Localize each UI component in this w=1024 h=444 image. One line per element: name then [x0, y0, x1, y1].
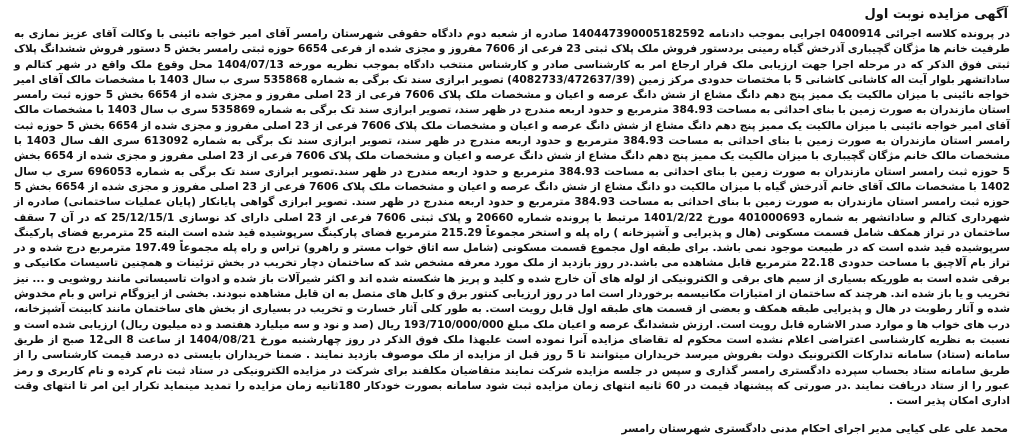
notice-signature: محمد علی علی کیایی مدیر اجرای احکام مدنی دادگستری شهرستان رامسر: [621, 423, 1008, 435]
notice-body: در پرونده کلاسه اجرائی 0400914 اجرایی بموجب دادنامه 140447390005182592 صادره از شعبه دوم دادگاه حقوقی شهرستان رامسر آقای امیر خواجه نائینی با وکالت آقای عزیز نمازی به طرفیت خانم ها مژگان گچیباری آذرخش گیاه رمینی بردستور فروش ملک پلاک ثبتی 23 فرعی از 7606 مفروز و مجزی شده از فرعی 6654 حوزه ثبتی رامسر بخش 5 دستور فروش ششدانگ پلاک ثبتی فوق الذکر که در مرحله اجرا جهت ارزیابی ملک قرار ارجاع امر به کارشناسی صادر و کارشناس منتخب دادگاه بموجب نظریه مورخه 1404/07/13 محل وقوع ملک واقع در شهر کتالم و ساداتشهر بلوار آیت اله کاشانی کاشانی 5 با مختصات حدودی مرکز زمین (4082733/472637/39) تصویر ابرازی سند تک برگی به شماره 535868 سری ب سال 1403 با مشخصات مالک آقای امیر خواجه نائینی با میزان مالکیت یک ممیز پنج دهم دانگ مشاع از شش دانگ عرصه و اعیان و مشخصات ملک پلاک 7606 فرعی از 23 اصلی مفروز و مجزی شده از 6654 بخش 5 حوزه ثبت رامسر استان مازندران به صورت زمین با بنای احداثی به مساحت 384.93 مترمربع و حدود اربعه مندرج در ظهر سند، تصویر ابرازی سند تک برگی به شماره 535869 سری ب سال 1403 با مشخصات مالک آقای امیر خواجه نائینی با میزان مالکیت یک ممیز پنج دهم دانگ مشاع از شش دانگ عرصه و اعیان و مشخصات ملک پلاک 7606 فرعی از 23 اصلی مفروز و مجزی شده از 6654 بخش 5 حوزه ثبت رامسر استان مازندران به صورت زمین با بنای احداثی به مساحت 384.93 مترمربع و حدود اربعه مندرج در ظهر سند، تصویر ابرازی سند تک برگی به شماره 613092 سری الف سال 1403 با مشخصات مالک خانم مژگان گچیباری با میزان مالکیت یک ممیز پنج دهم دانگ مشاع از شش دانگ عرصه و اعیان و مشخصات ملک پلاک 7606 فرعی از 23 اصلی مفروز و مجزی شده از 6654 بخش 5 حوزه ثبت رامسر استان مازندران به صورت زمین با بنای احداثی به مساحت 384.93 مترمربع و حدود اربعه مندرج در ظهر سند.تصویر ابرازی سند تک برگی به شماره 696053 سری ب سال 1402 با مشخصات مالک آقای خانم آذرخش گیاه با میزان مالکیت دو دانگ مشاع از شش دانگ عرصه و اعیان و مشخصات ملک پلاک 7606 فرعی از 23 اصلی مفروز و مجزی شده از 6654 بخش 5 حوزه ثبت رامسر استان مازندران به صورت زمین با بنای احداثی به مساحت 384.93 مترمربع و حدود اربعه مندرج در ظهر سند. تصویر ابرازی گواهی پایانکار (پایان عملیات ساختمانی) صادره از شهرداری کتالم و ساداتشهر به شماره 401000693 مورخ 1401/2/22 مرتبط با پرونده شماره 20660 و پلاک ثبتی 7606 فرعی از 23 اصلی دارای کد نوسازی 25/12/15/1 که در آن 7 سقف ساختمان در تراز همکف شامل قسمت مسکونی (هال و پذیرایی و آشپزخانه ) راه پله و استخر مجموعاً 215.29 مترمربع فضای پارکینگ سرپوشیده قید شده است البته 25 مترمربع فضای پارکینگ سرپوشیده قید شده است که در طبیعت موجود نمی باشد. برای طبقه اول مجموع قسمت مسکونی (شامل سه اتاق خواب مستر و راهرو) تراس و راه پله مجموعاً 197.49 مترمربع درج شده و در تراز بام آلاچیق با مساحت حدودی 22.18 مترمربع قابل مشاهده می باشد.در روز بازدید از ملک مورد معرفه مشخص شد که ساختمان دچار تخریب در بخش تزئینات و همچنین تاسیسات مکانیکی و برقی شده است به طوریکه بسیاری از سیم های برقی و الکترونیکی از لوله های آن خارج شده و کلید و پریز ها شکسته شده اند و اکثر شیرآلات باز شده و ادوات تاسیساتی مانند روشویی و ... نیز تخریب و یا باز شده اند. هرچند که ساختمان از امتیازات مکانیسمه برخوردار است اما در روز ارزیابی کنتور برق و کابل های متصل به ان قابل مشاهده نبودند. بخشی از ایزوگام تراس و بام مخدوش شده و آثار رطوبت در هال و پذیرایی طبقه همکف و بعضی از قسمت های طبقه اول قابل رویت است. به طور کلی آثار خسارت و تخریب در بسیاری از بخش های ساختمان مانند کابینت آشپزخانه، درب های خواب ها و موارد صدر الاشاره قابل رویت است. ارزش ششدانگ عرصه و اعیان ملک مبلغ 193/710/000/000 ریال (صد و نود و سه میلیارد هفتصد و ده میلیون ریال) ارزیابی شده است و نسبت به نظریه کارشناسی اعتراضی اعلام نشده است محکوم له تقاضای مزایده آنرا نموده است علیهذا ملک فوق الذکر در روز چهارشنبه مورخ 1404/08/21 از ساعت 8 الی12 صبح از طریق سامانه (ستاد) سامانه تدارکات الکترونیک دولت بفروش میرسد خریداران میتوانند تا 5 روز قبل از مزایده از ملک موصوف بازدید نمایند . ضمنا خریداران بایستی ده درصد قیمت کارشناسی را از طریق سامانه ستاد بحساب سپرده دادگستری رامسر گذاری و سپس در جلسه مزایده شرکت نمایند متقاضیان مکلفند برای شرکت در مزایده الکترونیکی در ستاد ثبت نام کرده و نام کاربری و رمز عبور را از ستاد دریافت نمایند .در صورتی که پیشنهاد قیمت در 60 ثانیه انتهای زمان مزایده ثبت شود سامانه بصورت خودکار 180ثانیه زمان مزایده را تمدید مینماید تکرار این امر تا انتهای وقت اداری امکان پذیر است .: [14, 28, 1011, 408]
notice-title: آگهی مزایده نوبت اول: [864, 7, 1008, 22]
